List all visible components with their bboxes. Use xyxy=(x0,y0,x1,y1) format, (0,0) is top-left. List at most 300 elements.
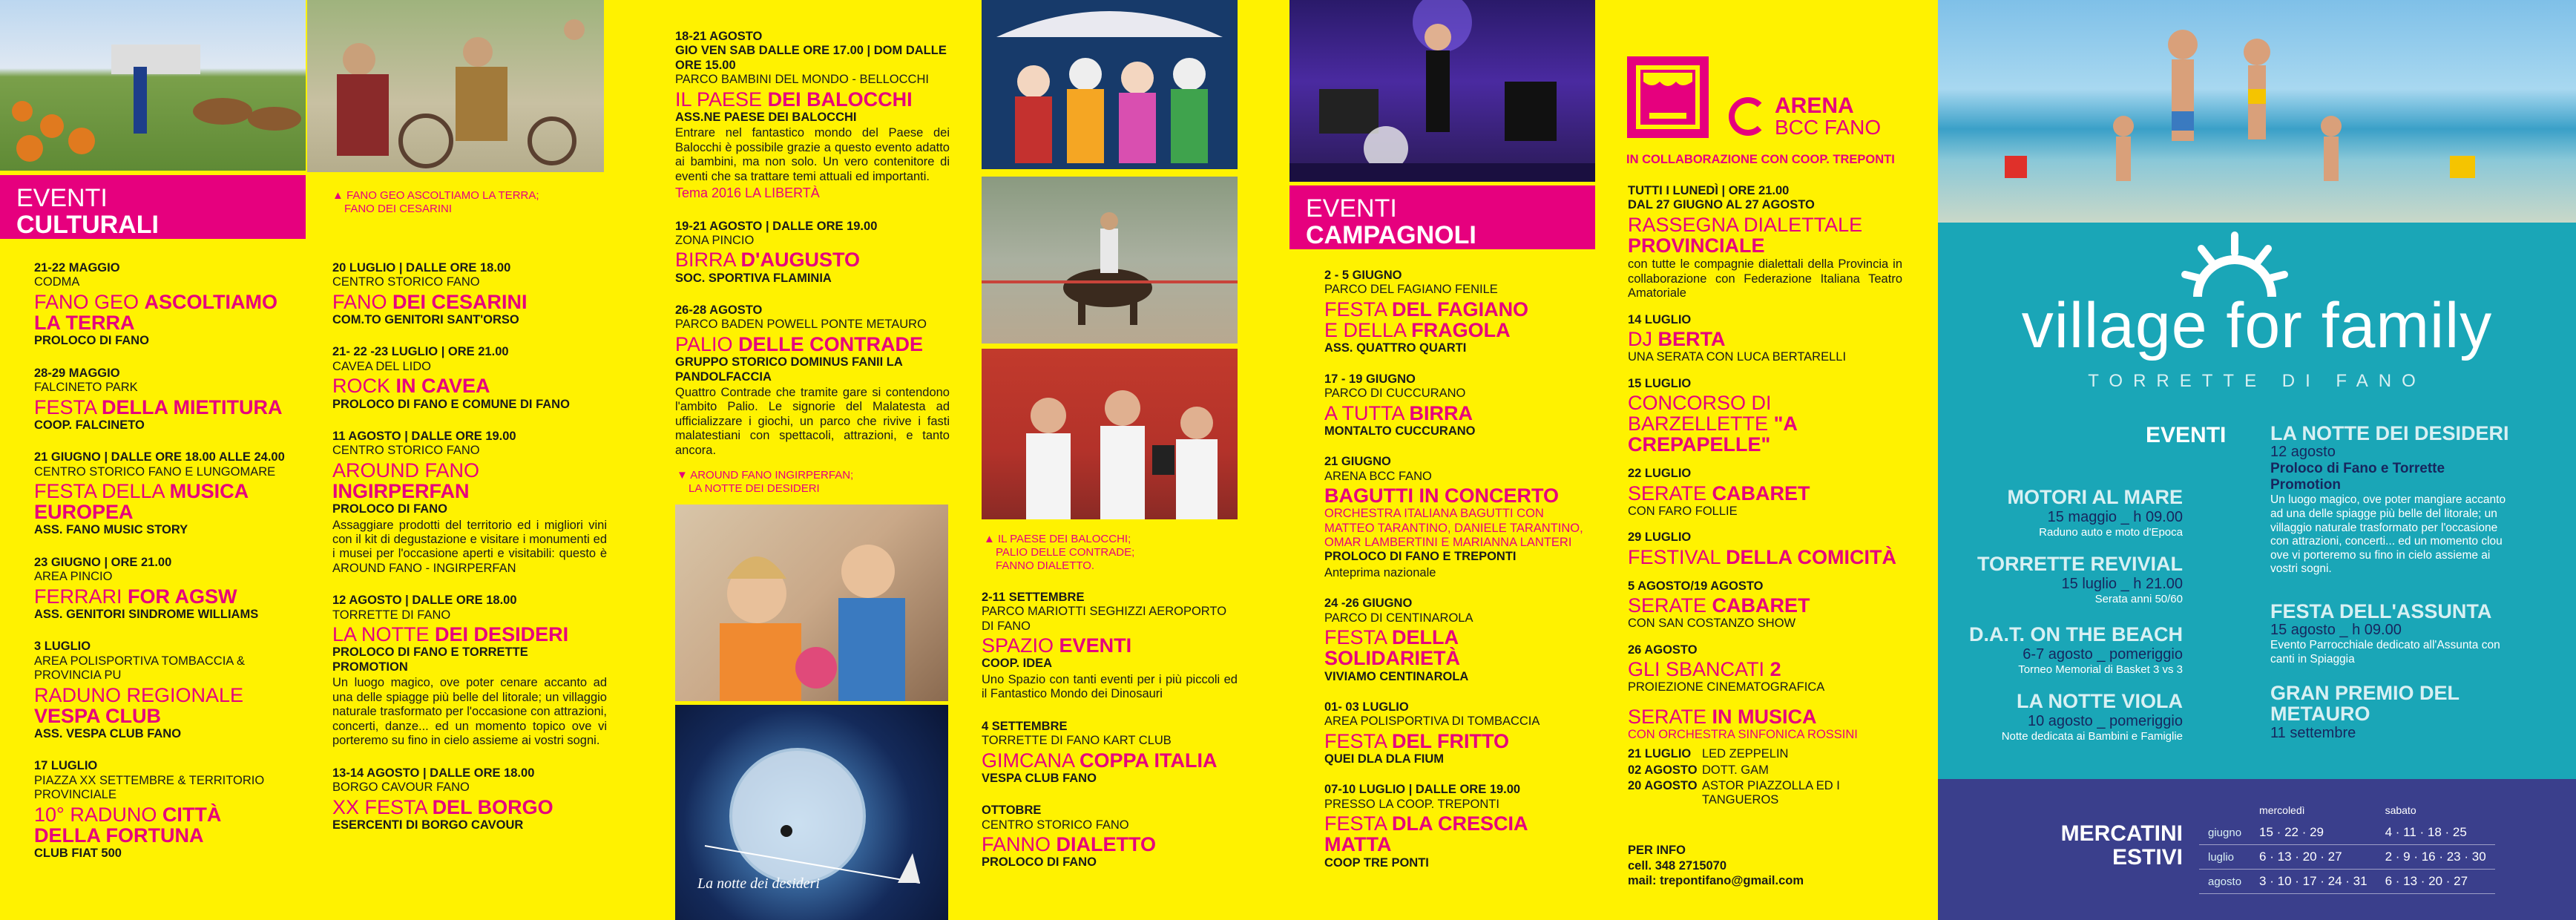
event-organizer: PROLOCO DI FANO E TREPONTI xyxy=(1324,550,1517,564)
village-event-name: GRAN PREMIO DEL METAURO xyxy=(2270,682,2460,726)
musica-artist: ASTOR PIAZZOLLA ED I TANGUEROS xyxy=(1702,779,1840,807)
event-organizer: PROLOCO DI FANO xyxy=(34,334,149,348)
village-event-desc: Un luogo magico, ove poter mangiare accanto ad una delle spiagge più belle del litorale; un villaggio naturale trasformato per l'occasione con attrazioni, concerti... ed un momento clou ove vi porteremo su fino in cielo assieme ai vostri sogni. xyxy=(2270,493,2506,576)
event-organizer: PROLOCO DI FANO xyxy=(332,502,447,516)
event-item xyxy=(34,367,286,433)
mercatini-dates: 6 · 13 · 20 · 27 xyxy=(2250,845,2376,870)
event-item xyxy=(1628,530,1902,568)
event-place: PARCO MARIOTTI SEGHIZZI AEROPORTO DI FANO xyxy=(982,605,1227,633)
village-event xyxy=(1938,553,2183,605)
event-place: BORGO CAVOUR FANO xyxy=(332,781,470,795)
event-title-b: INGIRPERFAN xyxy=(332,479,470,502)
event-place: PROIEZIONE CINEMATOGRAFICA xyxy=(1628,680,1825,694)
musica-date: 02 AGOSTO xyxy=(1628,763,1698,777)
column-6 xyxy=(1628,184,1902,707)
header-culturali-line2: CULTURALI xyxy=(16,210,159,239)
info-mail: mail: trepontifano@gmail.com xyxy=(1628,874,1804,888)
event-title xyxy=(675,89,950,110)
event-organizer: QUEI DLA DLA FIUM xyxy=(1324,752,1445,766)
event-description: Quattro Contrade che tramite gare si contendono l'ambito Palio. Le signorie del Malatesta ad ufficializzare i giochi, un parco che rivive i fasti malatestiani con spettacoli, attrazioni, e tanto ancora. xyxy=(675,385,950,457)
column-5 xyxy=(1324,269,1584,887)
event-title xyxy=(982,834,1238,855)
column-3 xyxy=(675,30,950,476)
village-event xyxy=(1938,690,2183,743)
event-date: 2 - 5 GIUGNO xyxy=(1324,269,1402,282)
event-title-a: AROUND FANO xyxy=(332,459,480,482)
event-date: 20 LUGLIO | DALLE ORE 18.00 xyxy=(332,261,511,275)
event-title xyxy=(1628,392,1902,455)
event-place: CENTRO STORICO FANO xyxy=(982,818,1129,832)
event-place: TORRETTE DI FANO KART CLUB xyxy=(982,734,1172,748)
event-place: CENTRO STORICO FANO xyxy=(332,275,480,289)
event-place: PARCO BAMBINI DEL MONDO - BELLOCCHI xyxy=(675,73,929,87)
event-item xyxy=(982,591,1238,702)
mercatini-month: luglio xyxy=(2199,845,2250,870)
event-date: 17 LUGLIO xyxy=(34,759,98,773)
event-date: 22 LUGLIO xyxy=(1628,467,1692,481)
event-title-b: 2 xyxy=(1770,658,1781,681)
village-event xyxy=(2270,683,2515,742)
event-place: PARCO DI CUCCURANO xyxy=(1324,387,1466,401)
village-event-name: MOTORI AL MARE xyxy=(2007,486,2183,508)
event-organizer: PROLOCO DI FANO E TORRETTE PROMOTION xyxy=(332,645,528,674)
mercatini-dates: 3 · 10 · 17 · 24 · 31 xyxy=(2250,870,2376,894)
village-event-date: 12 agosto xyxy=(2270,444,2336,461)
event-title-b: DEI DESIDERI xyxy=(435,623,569,646)
event-title-b: BERTA xyxy=(1657,327,1726,350)
event-title xyxy=(982,750,1238,771)
eventi-label: EVENTI xyxy=(2146,423,2227,447)
event-title-b: DLA CRESCIA MATTA xyxy=(1324,812,1528,856)
village-event-name: FESTA DELL'ASSUNTA xyxy=(2270,600,2492,622)
caption-2: ▼ AROUND FANO INGIRPERFAN; LA NOTTE DEI DESIDERI xyxy=(677,469,854,495)
event-organizer: COOP. IDEA xyxy=(982,657,1053,671)
event-title-b: VESPA CLUB xyxy=(34,704,162,727)
photo-concert-stage xyxy=(1289,0,1595,182)
info-block xyxy=(1628,843,1804,889)
caption-1-line2: FANO DEI CESARINI xyxy=(344,203,453,215)
event-title-c: E DELLA xyxy=(1324,319,1406,342)
village-event-name: LA NOTTE VIOLA xyxy=(2017,690,2183,712)
event-title-a: FESTA DELLA xyxy=(34,479,165,502)
event-organizer: ASS. GENITORI SINDROME WILLIAMS xyxy=(34,607,259,621)
header-campagnoli-line1: EVENTI xyxy=(1306,194,1397,223)
event-title xyxy=(34,685,286,726)
event-title-a: SERATE xyxy=(1628,594,1707,617)
event-item xyxy=(982,804,1238,870)
arena-coop: IN COLLABORAZIONE CON COOP. TREPONTI xyxy=(1626,153,1895,166)
event-organizer: ESERCENTI DI BORGO CAVOUR xyxy=(332,818,524,832)
header-eventi-campagnoli xyxy=(1289,185,1595,249)
village-event xyxy=(2270,601,2515,667)
event-place: CON SAN COSTANZO SHOW xyxy=(1628,617,1796,631)
event-title-b: DIALETTO xyxy=(1056,833,1157,856)
mercatini-label-2: ESTIVI xyxy=(2112,844,2183,870)
event-title-a: FESTA xyxy=(1324,729,1387,752)
village-event-desc: Serata anni 50/60 xyxy=(2094,593,2183,605)
header-campagnoli-line2: CAMPAGNOLI xyxy=(1306,220,1476,249)
musica-row xyxy=(1628,763,1902,778)
event-date: 17 - 19 GIUGNO xyxy=(1324,372,1416,386)
header-culturali-line1: EVENTI xyxy=(16,184,108,212)
event-item xyxy=(1324,455,1584,580)
event-date: 23 GIUGNO | ORE 21.00 xyxy=(34,555,172,569)
event-date: 21- 22 -23 LUGLIO | ORE 21.00 xyxy=(332,345,509,359)
event-item xyxy=(332,430,607,576)
event-place: ZONA PINCIO xyxy=(675,234,755,247)
event-item xyxy=(1324,700,1584,766)
event-title-a: FANO xyxy=(332,290,387,313)
village-event xyxy=(1938,486,2183,539)
info-cell: cell. 348 2715070 xyxy=(1628,858,1727,873)
event-organizer: GRUPPO STORICO DOMINUS FANII LA PANDOLFACCIA xyxy=(675,355,903,384)
musica-date: 21 LUGLIO xyxy=(1628,746,1692,760)
event-title-b: DEI BALOCCHI xyxy=(767,88,913,111)
event-title-b: EVENTI xyxy=(1059,634,1132,657)
event-title xyxy=(34,586,286,607)
event-title-b: MUSICA EUROPEA xyxy=(34,479,249,524)
event-organizer: MONTALTO CUCCURANO xyxy=(1324,424,1476,438)
event-description: Anteprima nazionale xyxy=(1324,565,1436,579)
event-title xyxy=(1628,595,1902,616)
event-item xyxy=(1628,643,1902,695)
event-title-b: "A CREPAPELLE" xyxy=(1628,413,1797,456)
village-event-name: D.A.T. ON THE BEACH xyxy=(1968,623,2183,645)
event-title-a: SPAZIO xyxy=(982,634,1054,657)
event-title xyxy=(34,804,286,846)
event-title-b: DEI CESARINI xyxy=(392,290,528,313)
event-title-b: CABARET xyxy=(1712,594,1810,617)
event-title xyxy=(1628,214,1902,256)
musica-date: 20 AGOSTO xyxy=(1628,779,1698,793)
event-title xyxy=(675,249,950,270)
arena-logo xyxy=(1729,95,1881,138)
caption-3: ▲ IL PAESE DEI BALOCCHI; PALIO DELLE CONTRADE; FANNO DIALETTO. xyxy=(984,533,1135,572)
event-title-b: BAGUTTI IN CONCERTO xyxy=(1324,484,1559,507)
event-item xyxy=(34,261,286,349)
event-title-a: BIRRA xyxy=(675,249,736,272)
village-event-name: TORRETTE REVIVIAL xyxy=(1977,553,2183,575)
event-date: 2-11 SETTEMBRE xyxy=(982,591,1085,604)
event-description: con tutte le compagnie dialettali della Provincia in collaborazione con Federazione Italiana Teatro Amatoriale xyxy=(1628,257,1902,300)
event-place: ARENA BCC FANO xyxy=(1324,469,1432,483)
event-place: AREA POLISPORTIVA TOMBACCIA & PROVINCIA PU xyxy=(34,654,245,683)
mercatini-label xyxy=(2049,822,2183,869)
event-date: 5 AGOSTO/19 AGOSTO xyxy=(1628,579,1764,593)
event-title-b: IN CAVEA xyxy=(395,375,490,398)
event-organizer: PROLOCO DI FANO xyxy=(982,855,1097,870)
event-title-a: A TUTTA xyxy=(1324,401,1404,424)
village-panel xyxy=(1938,0,2576,920)
village-event-organizer: Proloco di Fano e Torrette Promotion xyxy=(2270,461,2445,493)
brand-title: village for family xyxy=(2021,290,2493,361)
mercatini-label-1: MERCATINI xyxy=(2060,821,2183,846)
event-date: 15 LUGLIO xyxy=(1628,376,1692,390)
event-title-a: FESTIVAL xyxy=(1628,545,1721,568)
event-item xyxy=(1324,783,1584,870)
event-item xyxy=(332,345,607,411)
event-date: 29 LUGLIO xyxy=(1628,530,1692,545)
musica-artist: DOTT. GAM xyxy=(1702,763,1769,777)
event-title xyxy=(1324,485,1584,506)
event-place: CON FARO FOLLIE xyxy=(1628,504,1738,518)
village-event-desc: Torneo Memorial di Basket 3 vs 3 xyxy=(2018,663,2183,676)
event-organizer: SOC. SPORTIVA FLAMINIA xyxy=(675,271,832,285)
mercatini-dates: 2 · 9 · 16 · 23 · 30 xyxy=(2376,845,2495,870)
mercatini-row xyxy=(2199,845,2495,870)
event-title-a: FESTA xyxy=(1324,812,1387,835)
event-date: 12 AGOSTO | DALLE ORE 18.00 xyxy=(332,594,517,608)
event-item xyxy=(332,594,607,748)
event-date: 21 GIUGNO xyxy=(1324,455,1391,469)
event-title-b: COPPA ITALIA xyxy=(1080,749,1218,772)
event-date: 24 -26 GIUGNO xyxy=(1324,597,1413,611)
event-title xyxy=(1628,483,1902,504)
event-date: 18-21 AGOSTO xyxy=(675,30,763,43)
photo-children-party xyxy=(675,505,948,701)
event-title-b: CABARET xyxy=(1712,482,1810,505)
event-organizer: ASS. VESPA CLUB FANO xyxy=(34,726,182,740)
event-description: Assaggiare prodotti del territorio ed i migliori vini con il kit di degustazione e visitare i monumenti ed i musei per l'occasione aperti e visitabili: questo è AROUND FANO - INGIRPERFAN xyxy=(332,518,607,575)
event-organizer: ASS. QUATTRO QUARTI xyxy=(1324,341,1467,355)
event-item xyxy=(675,303,950,458)
photo-horse-rider xyxy=(982,177,1238,344)
event-item xyxy=(1324,269,1584,356)
event-place: PRESSO LA COOP. TREPONTI xyxy=(1324,797,1499,811)
mercatini-month: giugno xyxy=(2199,821,2250,845)
musica-artist: LED ZEPPELIN xyxy=(1702,746,1789,760)
event-title-a: XX FESTA xyxy=(332,795,427,818)
event-date: 26 AGOSTO xyxy=(1628,643,1698,657)
event-theme: Tema 2016 LA LIBERTÀ xyxy=(675,185,820,201)
event-date: 13-14 AGOSTO | DALLE ORE 18.00 xyxy=(332,766,535,780)
event-title-b: DELLA SOLIDARIETÀ xyxy=(1324,626,1461,670)
event-title xyxy=(332,624,607,645)
musica-sub: CON ORCHESTRA SINFONICA ROSSINI xyxy=(1628,728,1858,742)
event-title-b: DEL FRITTO xyxy=(1392,729,1510,752)
event-title-a: FESTA xyxy=(1324,298,1387,321)
village-event-desc: Notte dedicata ai Bambini e Famiglie xyxy=(2001,730,2183,743)
photo-clowns xyxy=(982,0,1238,169)
caption-3-line2: PALIO DELLE CONTRADE; xyxy=(996,546,1135,559)
event-organizer: ASS.NE PAESE DEI BALOCCHI xyxy=(675,110,857,124)
caption-1: ▲ FANO GEO ASCOLTIAMO LA TERRA; FANO DEI CESARINI xyxy=(332,189,539,215)
event-title-a: RADUNO REGIONALE xyxy=(34,683,244,706)
event-date: 4 SETTEMBRE xyxy=(982,719,1068,733)
event-title-b: ASCOLTIAMO LA TERRA xyxy=(34,290,278,335)
event-place: PARCO DI CENTINAROLA xyxy=(1324,611,1473,625)
village-event-date: 15 luglio _ h 21.00 xyxy=(2061,576,2183,592)
event-date: 07-10 LUGLIO | DALLE ORE 19.00 xyxy=(1324,783,1521,797)
event-place: TORRETTE DI FANO xyxy=(332,608,451,622)
event-organizer: PROLOCO DI FANO E COMUNE DI FANO xyxy=(332,397,570,411)
event-title xyxy=(332,292,607,312)
event-item xyxy=(1324,597,1584,684)
arena-subtitle: BCC FANO xyxy=(1775,116,1882,139)
event-organizer: ASS. FANO MUSIC STORY xyxy=(34,523,188,537)
event-title xyxy=(1324,627,1584,668)
event-item xyxy=(34,759,286,861)
mercatini-dates: 6 · 13 · 20 · 27 xyxy=(2376,870,2495,894)
musica-title-a: SERATE xyxy=(1628,706,1707,728)
event-item xyxy=(675,220,950,286)
event-place: AREA POLISPORTIVA DI TOMBACCIA xyxy=(1324,714,1540,729)
event-item xyxy=(1628,377,1902,456)
event-title-a: DJ xyxy=(1628,327,1652,350)
event-title-b: BIRRA xyxy=(1409,401,1473,424)
caption-1-line1: FANO GEO ASCOLTIAMO LA TERRA; xyxy=(346,189,539,202)
event-title-b: DELLA COMICITÀ xyxy=(1726,545,1897,568)
mercatini-dates: 15 · 22 · 29 xyxy=(2250,821,2376,845)
photo-family-beach xyxy=(1938,0,2576,223)
event-title-a: GIMCANA xyxy=(982,749,1074,772)
event-date: 21-22 MAGGIO xyxy=(34,261,120,275)
event-date: 01- 03 LUGLIO xyxy=(1324,700,1409,714)
event-title-a: PALIO xyxy=(675,332,733,355)
village-event-date: 15 agosto _ h 09.00 xyxy=(2270,622,2402,639)
event-title-a: IL PAESE xyxy=(675,88,763,111)
event-title xyxy=(34,481,286,522)
event-place: FALCINETO PARK xyxy=(34,381,138,395)
event-place: CENTRO STORICO FANO E LUNGOMARE xyxy=(34,464,276,479)
event-item xyxy=(1628,579,1902,631)
photo-roman-chariot xyxy=(307,0,604,172)
event-date: 26-28 AGOSTO xyxy=(675,303,763,318)
event-title-a: FANNO xyxy=(982,833,1051,856)
column-2 xyxy=(332,261,607,850)
event-date: 21 GIUGNO | DALLE ORE 18.00 ALLE 24.00 xyxy=(34,450,285,464)
event-date: 14 LUGLIO xyxy=(1628,312,1692,326)
event-item xyxy=(1628,313,1902,365)
header-eventi-culturali xyxy=(0,175,306,239)
event-date: OTTOBRE xyxy=(982,804,1042,818)
event-item xyxy=(1628,467,1902,519)
event-orchestra: ORCHESTRA ITALIANA BAGUTTI CON MATTEO TARANTINO, DANIELE TARANTINO, OMAR LAMBERTINI E MARIANNA LANTERI xyxy=(1324,507,1583,549)
village-event-date: 11 settembre xyxy=(2270,724,2356,741)
caption-2-line2: LA NOTTE DEI DESIDERI xyxy=(689,482,820,495)
event-place: UNA SERATA CON LUCA BERTARELLI xyxy=(1628,350,1847,364)
event-organizer: VESPA CLUB FANO xyxy=(982,771,1097,785)
event-title-a: FANO GEO xyxy=(34,290,139,313)
event-description: Entrare nel fantastico mondo del Paese dei Balocchi è possibile grazie a questo evento adatto ai bambini, ma non solo. Un vero contenitore di eventi che sa trattare temi attuali ed importanti. xyxy=(675,126,950,183)
event-title xyxy=(34,397,286,418)
event-title xyxy=(34,292,286,333)
event-title-a: RASSEGNA DIALETTALE xyxy=(1628,213,1863,236)
village-event-name: LA NOTTE DEI DESIDERI xyxy=(2270,422,2509,444)
event-title xyxy=(332,460,607,502)
event-title-b: DEL FAGIANO xyxy=(1392,298,1529,321)
event-item xyxy=(332,766,607,832)
event-title xyxy=(1324,403,1584,424)
event-title xyxy=(1628,659,1902,680)
event-organizer: VIVIAMO CENTINAROLA xyxy=(1324,669,1469,683)
event-organizer: COOP. FALCINETO xyxy=(34,418,145,432)
arena-title: ARENA xyxy=(1775,93,1854,118)
mercatini-table xyxy=(2199,804,2495,894)
event-place: PARCO BADEN POWELL PONTE METAURO xyxy=(675,318,927,332)
brand-subtitle: TORRETTE DI FANO xyxy=(2088,371,2426,391)
event-place: PARCO DEL FAGIANO FENILE xyxy=(1324,283,1498,297)
event-organizer: COOP TRE PONTI xyxy=(1324,855,1429,870)
event-place: CENTRO STORICO FANO xyxy=(332,444,480,458)
mercatini-col-header: mercoledì xyxy=(2259,804,2305,816)
musica-row xyxy=(1628,779,1902,807)
photo-children-field xyxy=(0,0,306,171)
event-item xyxy=(1324,372,1584,438)
mercatini-dates: 4 · 11 · 18 · 25 xyxy=(2376,821,2495,845)
event-title-a: CONCORSO DI BARZELLETTE xyxy=(1628,391,1772,436)
event-title-b: DELLE CONTRADE xyxy=(738,332,924,355)
event-place: PIAZZA XX SETTEMBRE & TERRITORIO PROVINCIALE xyxy=(34,773,265,802)
event-title xyxy=(1628,547,1902,568)
event-description: Un luogo magico, ove poter cenare accanto ad una delle spiagge più belle del litorale; un villaggio naturale trasformato per l'occasione con attrazioni, concerti, danze... ed un momento topico ove vi porteremo su fino in cielo assieme ai vostri sogni. xyxy=(332,676,607,748)
village-event-desc: Raduno auto e moto d'Epoca xyxy=(2039,526,2183,539)
event-title-b: CITTÀ DELLA FORTUNA xyxy=(34,803,222,847)
event-place: CODMA xyxy=(34,275,80,289)
musica-block xyxy=(1628,705,1902,809)
event-title-b: DELLA MIETITURA xyxy=(102,395,283,418)
event-title xyxy=(1628,329,1902,349)
event-title-a: GLI SBANCATI xyxy=(1628,658,1765,681)
event-title-a: SERATE xyxy=(1628,482,1707,505)
arena-stage-logo xyxy=(1627,56,1709,138)
event-date-2: GIO VEN SAB DALLE ORE 17.00 | DOM DALLE ORE 15.00 xyxy=(675,44,947,72)
event-organizer: CLUB FIAT 500 xyxy=(34,846,122,860)
photo-moon-night xyxy=(675,705,948,920)
mercatini-col-header: sabato xyxy=(2385,804,2416,816)
event-title-a: 10° RADUNO xyxy=(34,803,157,826)
event-title-b: DEL BORGO xyxy=(432,795,553,818)
moon-caption: La notte dei desideri xyxy=(697,875,820,892)
event-description: Uno Spazio con tanti eventi per i più piccoli ed il Fantastico Mondo dei Dinosauri xyxy=(982,672,1238,701)
event-title xyxy=(982,635,1238,656)
photo-singers xyxy=(982,349,1238,519)
musica-row xyxy=(1628,747,1902,761)
event-date: 11 AGOSTO | DALLE ORE 19.00 xyxy=(332,429,516,443)
event-item xyxy=(675,30,950,202)
village-event-date: 6-7 agosto _ pomeriggio xyxy=(2023,646,2183,663)
event-title-a: FESTA xyxy=(34,395,96,418)
event-place: AREA PINCIO xyxy=(34,570,113,584)
event-title xyxy=(332,375,607,396)
event-title xyxy=(332,797,607,818)
musica-title-b: IN MUSICA xyxy=(1712,706,1817,728)
mercatini-row xyxy=(2199,821,2495,845)
column-1 xyxy=(34,261,286,878)
event-title-a: LA NOTTE xyxy=(332,623,430,646)
column-4 xyxy=(982,591,1238,888)
event-title-b: PROVINCIALE xyxy=(1628,234,1765,257)
event-item xyxy=(982,720,1238,786)
event-date-2: DAL 27 GIUGNO AL 27 AGOSTO xyxy=(1628,198,1815,212)
arena-swirl-icon xyxy=(1729,97,1767,136)
event-item xyxy=(34,556,286,622)
event-date: TUTTI I LUNEDÌ | ORE 21.00 xyxy=(1628,184,1790,197)
caption-3-line1: IL PAESE DEI BALOCCHI; xyxy=(998,533,1131,545)
village-event-date: 15 maggio _ h 09.00 xyxy=(2047,509,2183,525)
event-place: CAVEA DEL LIDO xyxy=(332,359,431,373)
event-title-b: FOR AGSW xyxy=(128,585,237,608)
event-title-b: D'AUGUSTO xyxy=(740,249,860,272)
event-date: 28-29 MAGGIO xyxy=(34,366,120,380)
event-title-a: FERRARI xyxy=(34,585,122,608)
event-title xyxy=(1324,813,1584,855)
event-item xyxy=(332,261,607,327)
village-event xyxy=(2270,423,2515,576)
village-event-date: 10 agosto _ pomeriggio xyxy=(2027,713,2183,729)
caption-2-line1: AROUND FANO INGIRPERFAN; xyxy=(690,469,854,482)
event-date: 19-21 AGOSTO | DALLE ORE 19.00 xyxy=(675,219,878,233)
